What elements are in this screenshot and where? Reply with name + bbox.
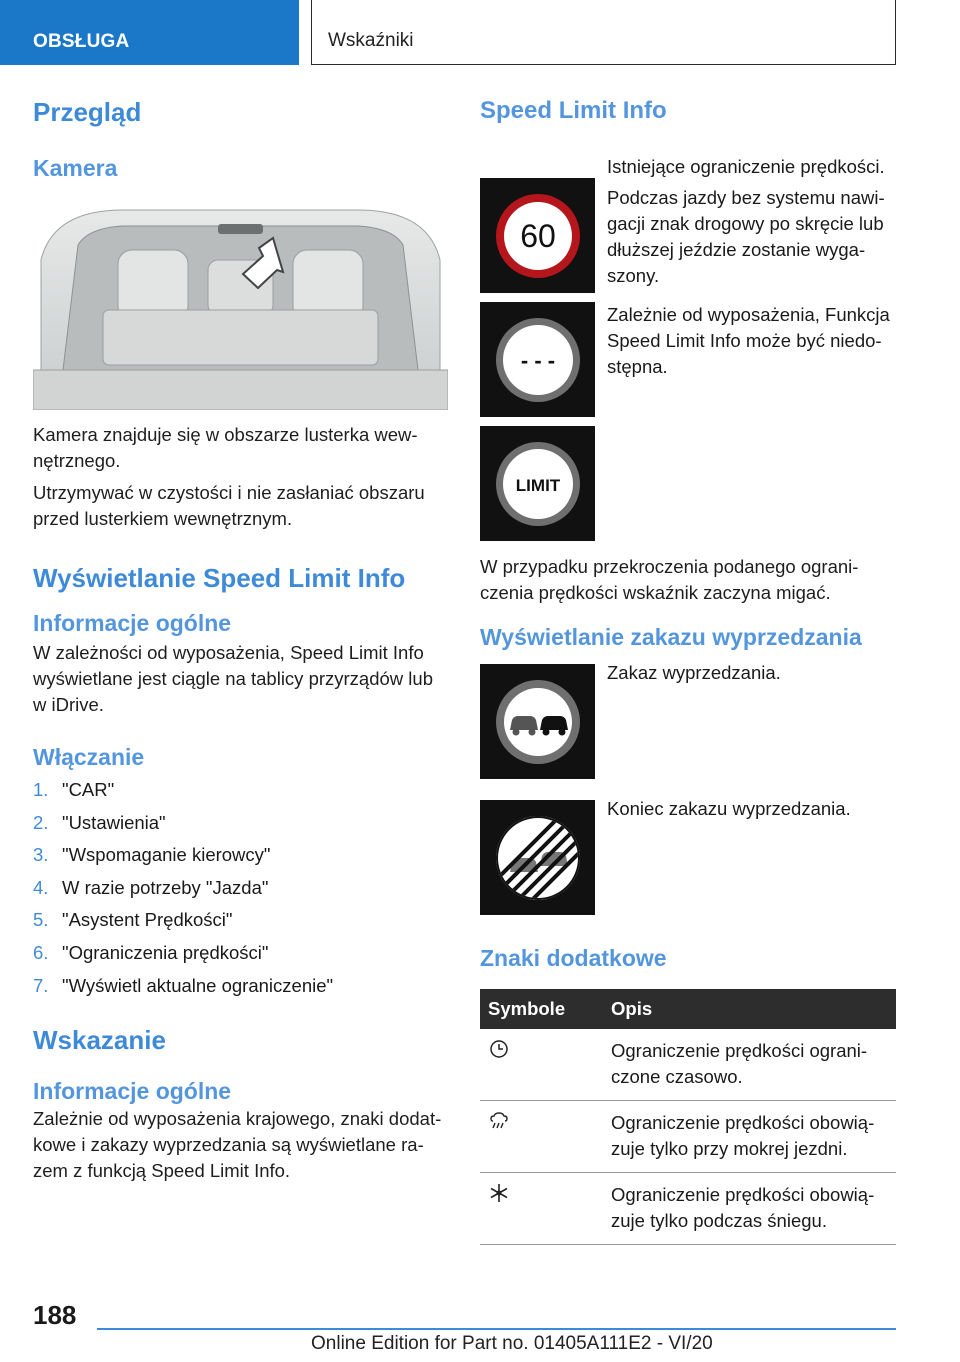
- step-number: 4.: [33, 876, 49, 898]
- speed-limit-60-icon: [480, 178, 595, 293]
- display-title: Wyświetlanie Speed Limit Info: [33, 563, 406, 593]
- no-overtaking-text: Zakaz wyprzedzania.: [607, 662, 781, 683]
- clock-icon: [488, 1038, 510, 1060]
- indication-general-text: Zależnie od wyposażenia krajowego, znaki dodatkowe i zakazy wyprzedzania są wyświetlane razem z funkcją Speed Limit Info.: [33, 1108, 442, 1182]
- page-number: 188: [33, 1300, 77, 1330]
- list-item: [33, 839, 448, 872]
- speed-limit-info-heading: Speed Limit Info: [480, 97, 667, 124]
- end-no-overtaking-icon: [480, 800, 595, 915]
- edition-text: Online Edition for Part no. 01405A111E2 - VI/20: [311, 1333, 713, 1354]
- description-cell: Ograniczenie prędkości obowiązuje tylko przy mokrej jezdni.: [611, 1101, 896, 1173]
- exceed-text: W przypadku przekroczenia podanego ograniczenia prędkości wskaźnik zaczyna migać.: [480, 556, 859, 603]
- sign-row-limit: [480, 426, 896, 541]
- symbol-cell: [480, 1029, 611, 1101]
- sign-60-text-2: Podczas jazdy bez systemu nawigacji znak drogowy po skręcie lub dłuższej jeździe zostanie wygaszony.: [607, 187, 885, 286]
- rain-cloud-icon: [488, 1110, 510, 1132]
- section-tab: OBSŁUGA: [0, 0, 299, 65]
- step-number: 3.: [33, 844, 49, 866]
- table-row: [480, 1173, 896, 1245]
- list-item: [33, 807, 448, 840]
- list-item: [33, 872, 448, 905]
- footer-divider: [97, 1328, 896, 1330]
- enable-heading: Włączanie: [33, 744, 145, 770]
- enable-steps: [33, 774, 448, 1002]
- overtaking-heading: Wyświetlanie zakazu wyprzedzania: [480, 624, 862, 650]
- no-overtaking-sign-graphic: [488, 672, 588, 772]
- step-text: W razie potrzeby "Jazda": [62, 876, 269, 898]
- sign-dash-description: [595, 302, 896, 417]
- limit-exceeded-icon: [480, 426, 595, 541]
- overview-title: Przegląd: [33, 97, 142, 127]
- general-info-heading: Informacje ogólne: [33, 610, 232, 636]
- camera-care-text: Utrzymywać w czystości i nie zasłaniać obszaru przed lusterkiem wewnętrznym.: [33, 482, 425, 529]
- no-overtaking-description: [595, 660, 781, 779]
- step-text: "Asystent Prędkości": [62, 909, 233, 931]
- sign-row-no-overtaking: [480, 664, 896, 779]
- list-item: [33, 937, 448, 970]
- sign-row-speed-limit: [480, 108, 896, 293]
- additional-signs-table: [480, 989, 896, 1245]
- table-row: [480, 1101, 896, 1173]
- sign-60-text-1: Istniejące ograniczenie prędkości.: [607, 156, 885, 177]
- sign-dash-text: - - -: [520, 347, 555, 373]
- end-no-overtaking-text: Koniec zakazu wyprzedzania.: [607, 798, 851, 819]
- step-text: "Wyświetl aktualne ograniczenie": [62, 974, 334, 996]
- column-header-description: Opis: [611, 989, 896, 1029]
- sign-dash-text-1: Zależnie od wyposażenia, Funkcja Speed Limit Info może być niedostępna.: [607, 304, 890, 377]
- step-number: 2.: [33, 811, 49, 833]
- additional-signs-heading: Znaki dodatkowe: [480, 945, 667, 971]
- list-item: [33, 774, 448, 807]
- indication-general-heading: Informacje ogólne: [33, 1078, 232, 1105]
- sign-60-description: [595, 154, 896, 293]
- limit-sign-graphic: [488, 434, 588, 534]
- end-no-overtaking-description: [595, 796, 851, 915]
- right-column: [480, 96, 896, 1245]
- snowflake-icon: [488, 1182, 510, 1204]
- step-text: "Ustawienia": [62, 811, 166, 833]
- symbol-cell: [480, 1101, 611, 1173]
- camera-location-text: Kamera znajduje się w obszarze lusterka wewnętrznego.: [33, 424, 418, 471]
- description-cell: Ograniczenie prędkości obowiązuje tylko podczas śniegu.: [611, 1173, 896, 1245]
- step-number: 6.: [33, 941, 49, 963]
- sign-row-end-no-overtaking: [480, 800, 896, 915]
- camera-location-illustration: [33, 200, 448, 410]
- end-no-overtaking-sign-graphic: [488, 808, 588, 908]
- sign-number: 60: [519, 217, 556, 254]
- speed-limit-sign-graphic: [488, 186, 588, 286]
- step-number: 5.: [33, 909, 49, 931]
- speed-limit-unavailable-icon: [480, 302, 595, 417]
- column-header-symbols: Symbole: [480, 989, 611, 1029]
- no-overtaking-icon: [480, 664, 595, 779]
- step-number: 1.: [33, 779, 49, 800]
- camera-heading: Kamera: [33, 155, 118, 181]
- step-number: 7.: [33, 974, 49, 996]
- sign-limit-text: LIMIT: [515, 475, 560, 495]
- general-info-text: W zależności od wyposażenia, Speed Limit Info wyświetlane jest ciągle na tablicy przyrządów lub w iDrive.: [33, 642, 433, 715]
- description-cell: Ograniczenie prędkości ograniczone czasowo.: [611, 1029, 896, 1101]
- step-text: "Ograniczenia prędkości": [62, 941, 269, 963]
- chapter-title: Wskaźniki: [311, 0, 896, 65]
- indication-title: Wskazanie: [33, 1025, 166, 1056]
- table-row: [480, 1029, 896, 1101]
- unavailable-sign-graphic: [488, 310, 588, 410]
- list-item: [33, 904, 448, 937]
- table-header-row: [480, 989, 896, 1029]
- step-text: "Wspomaganie kierowcy": [62, 844, 271, 866]
- symbol-cell: [480, 1173, 611, 1245]
- list-item: [33, 970, 448, 1003]
- step-text: "CAR": [62, 779, 115, 800]
- left-column: [33, 96, 448, 1184]
